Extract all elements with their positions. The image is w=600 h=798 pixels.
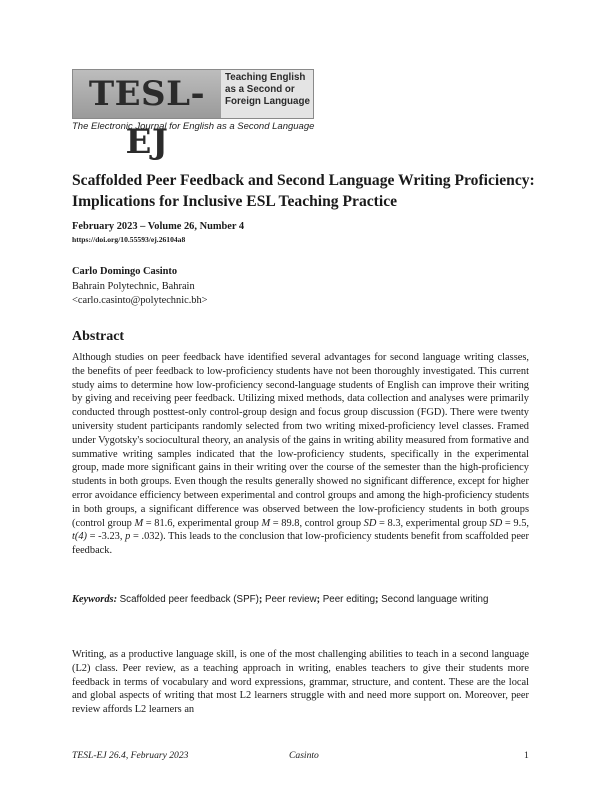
keyword-item: Second language writing: [381, 594, 489, 605]
author-name: Carlo Domingo Casinto: [72, 266, 178, 277]
logo-tagline-line: Teaching English: [225, 72, 306, 83]
stat-value: = 8.3, experimental group: [376, 517, 490, 529]
stat-value: = 81.6, experimental group: [143, 517, 262, 529]
keywords-label: Keywords:: [72, 594, 118, 605]
keyword-separator: ;: [258, 594, 265, 605]
keywords: [72, 593, 529, 607]
logo-tagline-line: as a Second or: [225, 84, 295, 95]
journal-subtitle: The Electronic Journal for English as a Second Language: [72, 121, 315, 132]
footer-journal-issue: TESL-EJ 26.4, February 2023: [72, 750, 189, 761]
keyword-item: Peer editing: [322, 594, 376, 605]
abstract-heading: Abstract: [72, 329, 125, 344]
keyword-separator: ;: [375, 594, 382, 605]
abstract-text-part: This leads to the conclusion that low-proficiency students benefit from scaffolded peer feedback.: [72, 531, 530, 557]
stat-label: M: [261, 517, 271, 529]
stat-value: = .032).: [130, 531, 166, 543]
issue-info: February 2023 – Volume 26, Number 4: [72, 221, 245, 232]
author-affiliation: Bahrain Polytechnic, Bahrain: [72, 281, 195, 292]
abstract-text: [72, 351, 529, 558]
logo-wordmark: TESL-EJ: [73, 70, 221, 118]
doi-link[interactable]: https://doi.org/10.55593/ej.26104a8: [72, 235, 186, 244]
author-email[interactable]: <carlo.casinto@polytechnic.bh>: [72, 295, 208, 306]
stat-value: = 89.8, control group: [270, 517, 364, 529]
abstract-text-part: Although studies on peer feedback have identified several advantages for second language writing classes, the benefits of peer feedback to low-proficiency students have not been thoroughly investigated. This current study aims to determine how low-proficiency second-language students of English can improve their writing by giving and receiving peer feedback. Utilizing mixed methods, data collection and analyses were primarily conducted through posttest-only control-group design and focus group discussion (FGD). There were twenty university student participants randomly selected from two writing mixed-proficiency level classes. Framed under Vygotsky's sociocultural theory, an analysis of the gains in writing ability measured from formative and summative writing samples indicated that the low-proficiency students, specifically in the experimental group, made more significant gains in their writing over the course of the semester than the high-proficiency students in both groups. Even though the results generally showed no significant difference, except for higher error avoidance efficiency between experimental and control groups and among the high-proficiency students in both groups, a significant difference was observed between the low-proficiency students in both groups (control group: [72, 352, 529, 529]
keyword-separator: ;: [316, 594, 323, 605]
stat-label: SD: [489, 517, 503, 529]
keyword-item: Peer review: [264, 594, 317, 605]
stat-label: p: [125, 531, 131, 543]
logo-tagline-line: Foreign Language: [225, 96, 310, 107]
stat-value: = 9.5,: [502, 517, 529, 529]
page-number: 1: [524, 750, 529, 761]
stat-label: t(4): [72, 531, 88, 543]
keyword-item: Scaffolded peer feedback (SPF): [119, 594, 259, 605]
stat-value: = -3.23,: [87, 531, 126, 543]
stat-label: SD: [363, 517, 377, 529]
footer-author: Casinto: [289, 750, 319, 761]
body-paragraph: Writing, as a productive language skill, is one of the most challenging abilities to teach in a second language (L2) class. Peer review, as a teaching approach in writing, enables teachers to give their students more feedback in terms of vocabulary and word expressions, grammar, structure, and content. These are the local and global aspects of writing that most L2 learners struggle with and need more support on. Moreover, peer review affords L2 learners an: [72, 649, 529, 716]
article-title: Scaffolded Peer Feedback and Second Language Writing Proficiency: Implications for Inclusive ESL Teaching Practice: [72, 172, 535, 210]
stat-label: M: [134, 517, 144, 529]
logo-tagline: [221, 70, 313, 118]
